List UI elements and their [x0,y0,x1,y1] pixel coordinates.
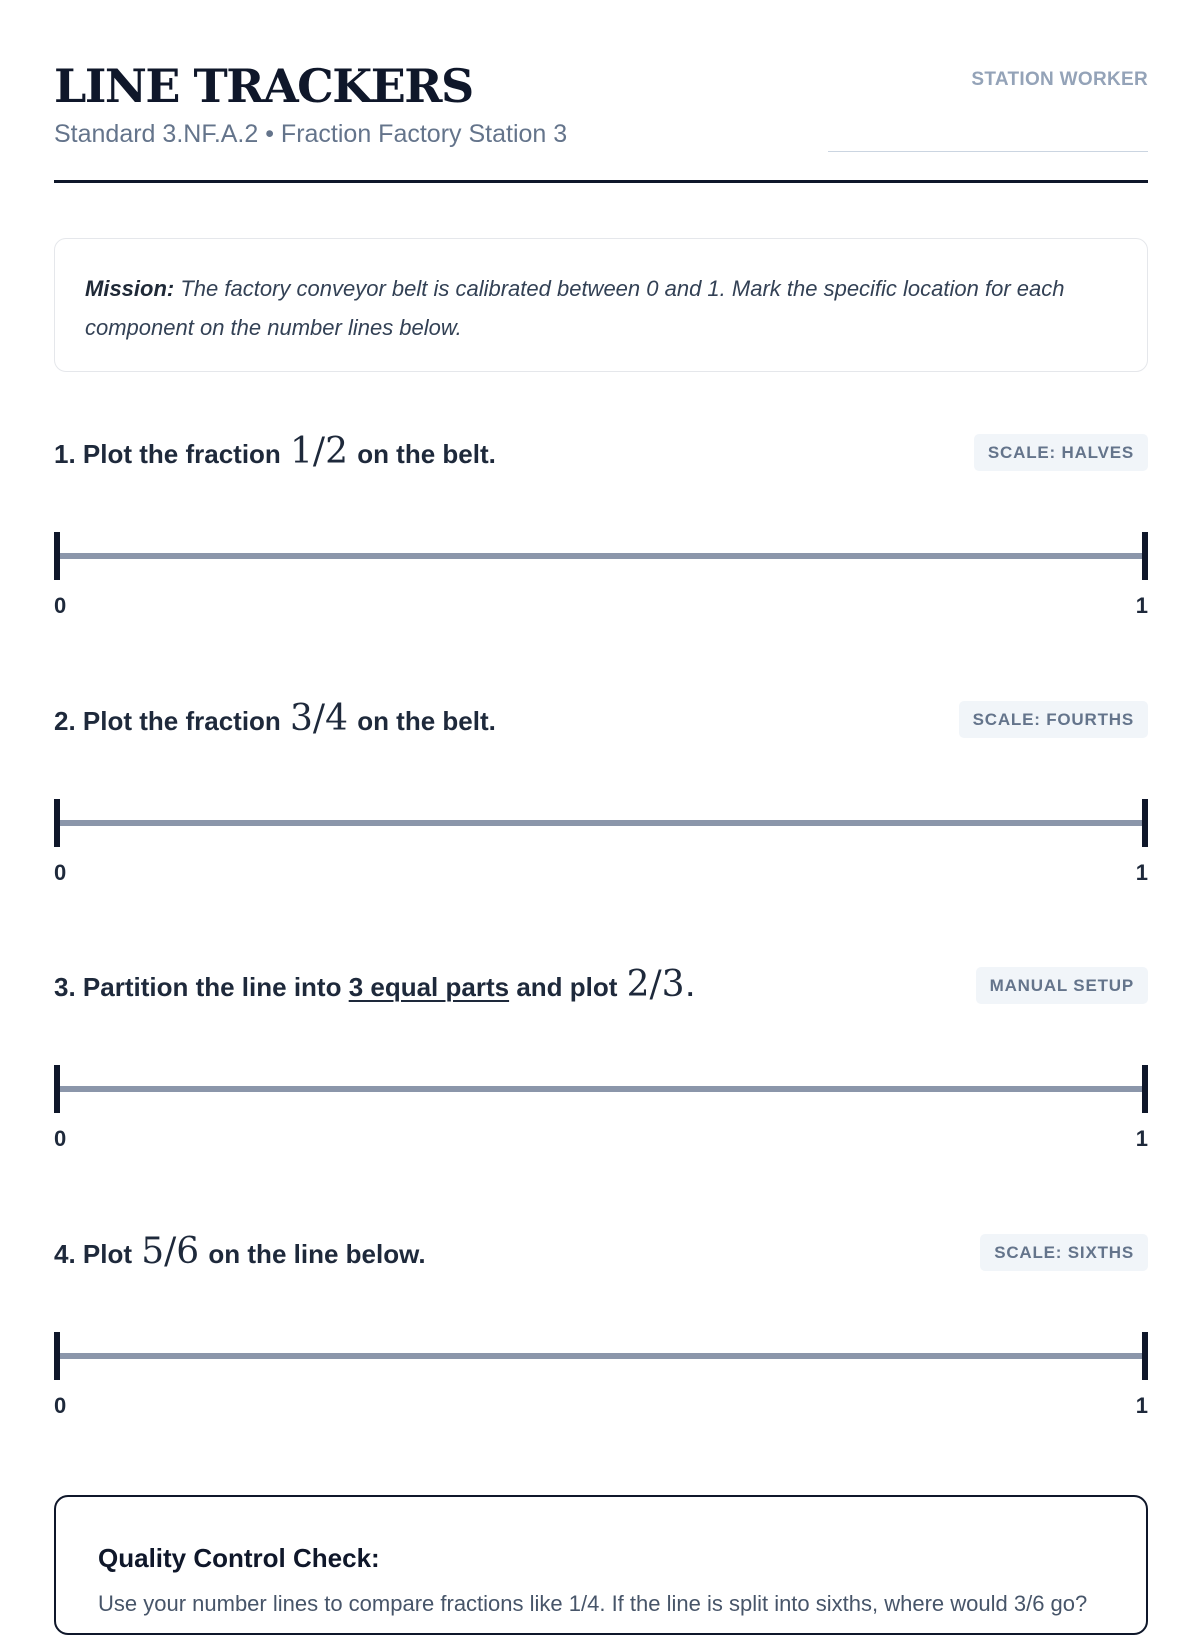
target-fraction: 5/6 [141,1231,200,1272]
prompt-text: 2. Plot the fraction [54,706,289,736]
number-line-track[interactable] [56,820,1146,826]
number-line[interactable] [54,1065,1148,1175]
number-line-end-label: 1 [1135,1126,1148,1151]
quality-control-text: Use your number lines to compare fractions like 1/4. If the line is split into sixths, where would 3/6 go? [98,1591,1088,1616]
worksheet-subtitle: Standard 3.NF.A.2 • Fraction Factory Station 3 [54,120,568,148]
worksheet-page [54,0,1148,1616]
emphasis-text: 3 equal parts [348,972,510,1002]
scale-badge: SCALE: SIXTHS [980,1234,1148,1271]
number-line[interactable] [54,532,1148,642]
number-line-end-label: 1 [1135,1393,1148,1418]
number-line-end-tick [1142,532,1148,580]
number-line-track[interactable] [56,1086,1146,1092]
question-2 [54,699,1148,899]
number-line[interactable] [54,799,1148,909]
number-line[interactable] [54,1332,1148,1442]
question-prompt [54,699,496,741]
number-line-end-label: 1 [1135,860,1148,885]
number-line-start-tick [54,532,60,580]
number-line-start-label: 0 [54,1126,67,1151]
number-line-track[interactable] [56,1353,1146,1359]
scale-badge: SCALE: FOURTHS [959,701,1148,738]
question-prompt [54,965,694,1007]
scale-badge: SCALE: HALVES [974,434,1148,471]
mission-label: Mission: [85,276,175,301]
number-line-start-tick [54,799,60,847]
question-3 [54,965,1148,1165]
prompt-text: 3. Partition the line into [54,972,349,1002]
prompt-text: on the line below. [201,1239,426,1269]
question-1 [54,432,1148,632]
number-line-track[interactable] [56,553,1146,559]
question-prompt [54,432,496,474]
question-prompt [54,1232,426,1274]
quality-control-box [54,1495,1148,1635]
prompt-text: 1. Plot the fraction [54,439,289,469]
prompt-text: 4. Plot [54,1239,140,1269]
number-line-end-tick [1142,1065,1148,1113]
target-fraction: 1/2 [290,431,348,472]
number-line-end-tick [1142,799,1148,847]
prompt-text: . [686,972,694,1002]
prompt-text: on the belt. [349,706,496,736]
station-worker-name-line[interactable] [828,151,1148,152]
question-4 [54,1232,1148,1432]
number-line-start-tick [54,1332,60,1380]
mission-text: The factory conveyor belt is calibrated between 0 and 1. Mark the specific location for each component on the number lines below. [85,276,1065,340]
prompt-text: on the belt. [349,439,496,469]
number-line-start-label: 0 [54,860,67,885]
mission-box [54,238,1148,372]
prompt-text: and plot [509,972,625,1002]
scale-badge: MANUAL SETUP [976,967,1148,1004]
target-fraction: 3/4 [290,698,348,739]
number-line-start-tick [54,1065,60,1113]
station-worker-label: STATION WORKER [971,69,1148,90]
number-line-start-label: 0 [54,593,67,618]
worksheet-header [54,58,1148,183]
quality-control-title: Quality Control Check: [98,1543,380,1573]
number-line-end-label: 1 [1135,593,1148,618]
target-fraction: 2/3 [626,964,685,1005]
number-line-start-label: 0 [54,1393,67,1418]
worksheet-title: LINE TRACKERS [54,59,473,113]
number-line-end-tick [1142,1332,1148,1380]
